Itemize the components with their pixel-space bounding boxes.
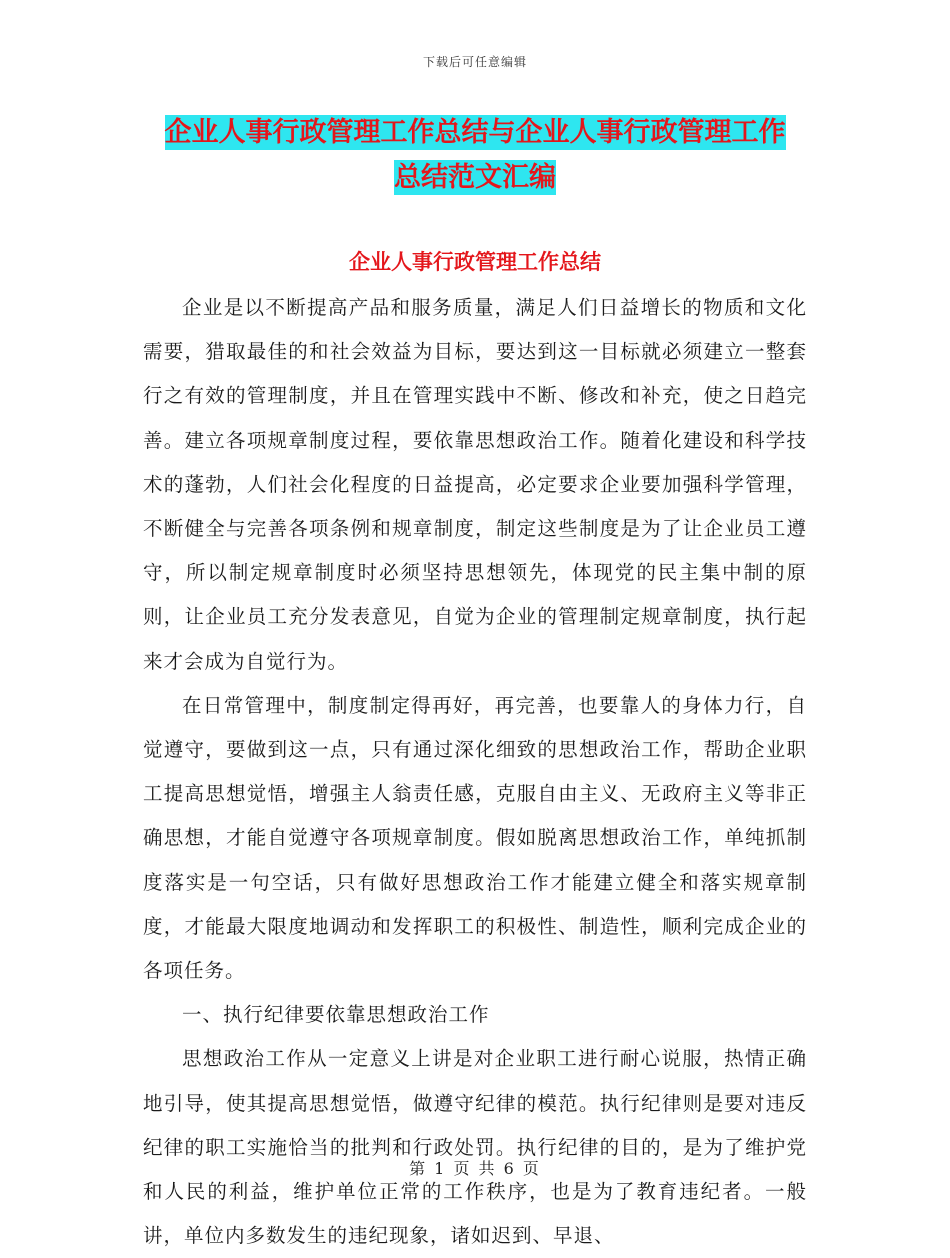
body-text <box>143 286 807 1258</box>
page-header: 下载后可任意编辑 <box>422 55 527 69</box>
section-title: 企业人事行政管理工作总结 <box>349 250 601 274</box>
paragraph-3: 思想政治工作从一定意义上讲是对企业职工进行耐心说服，热情正确地引导，使其提高思想觉悟，做遵守纪律的模范。执行纪律则是要对违反纪律的职工实施恰当的批判和行政处罚。执行纪律的目的，是为了维护党和人民的利益，维护单位正常的工作秩序，也是为了教育违纪者。一般讲，单位内多数发生的违纪现象，诸如迟到、早退、 <box>143 1047 807 1248</box>
title-line-2-text: 总结范文汇编 <box>394 162 556 193</box>
document-title <box>0 110 950 200</box>
paragraph-2: 在日常管理中，制度制定得再好，再完善，也要靠人的身体力行，自觉遵守，要做到这一点，只有通过深化细致的思想政治工作，帮助企业职工提高思想觉悟，增强主人翁责任感，克服自由主义、无政府主义等非正确思想，才能自觉遵守各项规章制度。假如脱离思想政治工作，单纯抓制度落实是一句空话，只有做好思想政治工作才能建立健全和落实规章制度，才能最大限度地调动和发挥职工的积极性、制造性，顺利完成企业的各项任务。 <box>143 693 807 983</box>
subheading-1: 一、执行纪律要依靠思想政治工作 <box>182 1003 490 1027</box>
paragraph-1: 企业是以不断提高产品和服务质量，满足人们日益增长的物质和文化需要，猎取最佳的和社会效益为目标，要达到这一目标就必须建立一整套行之有效的管理制度，并且在管理实践中不断、修改和补充，使之日趋完善。建立各项规章制度过程，要依靠思想政治工作。随着化建设和科学技术的蓬勃，人们社会化程度的日益提高，必定要求企业要加强科学管理，不断健全与完善各项条例和规章制度，制定这些制度是为了让企业员工遵守，所以制定规章制度时必须坚持思想领先，体现党的民主集中制的原则，让企业员工充分发表意见，自觉为企业的管理制定规章制度，执行起来才会成为自觉行为。 <box>143 296 807 673</box>
page-footer: 第 1 页 共 6 页 <box>409 1159 541 1178</box>
title-line-1-text: 企业人事行政管理工作总结与企业人事行政管理工作 <box>164 117 786 148</box>
title-line-2 <box>0 155 950 200</box>
title-line-1 <box>0 110 950 155</box>
